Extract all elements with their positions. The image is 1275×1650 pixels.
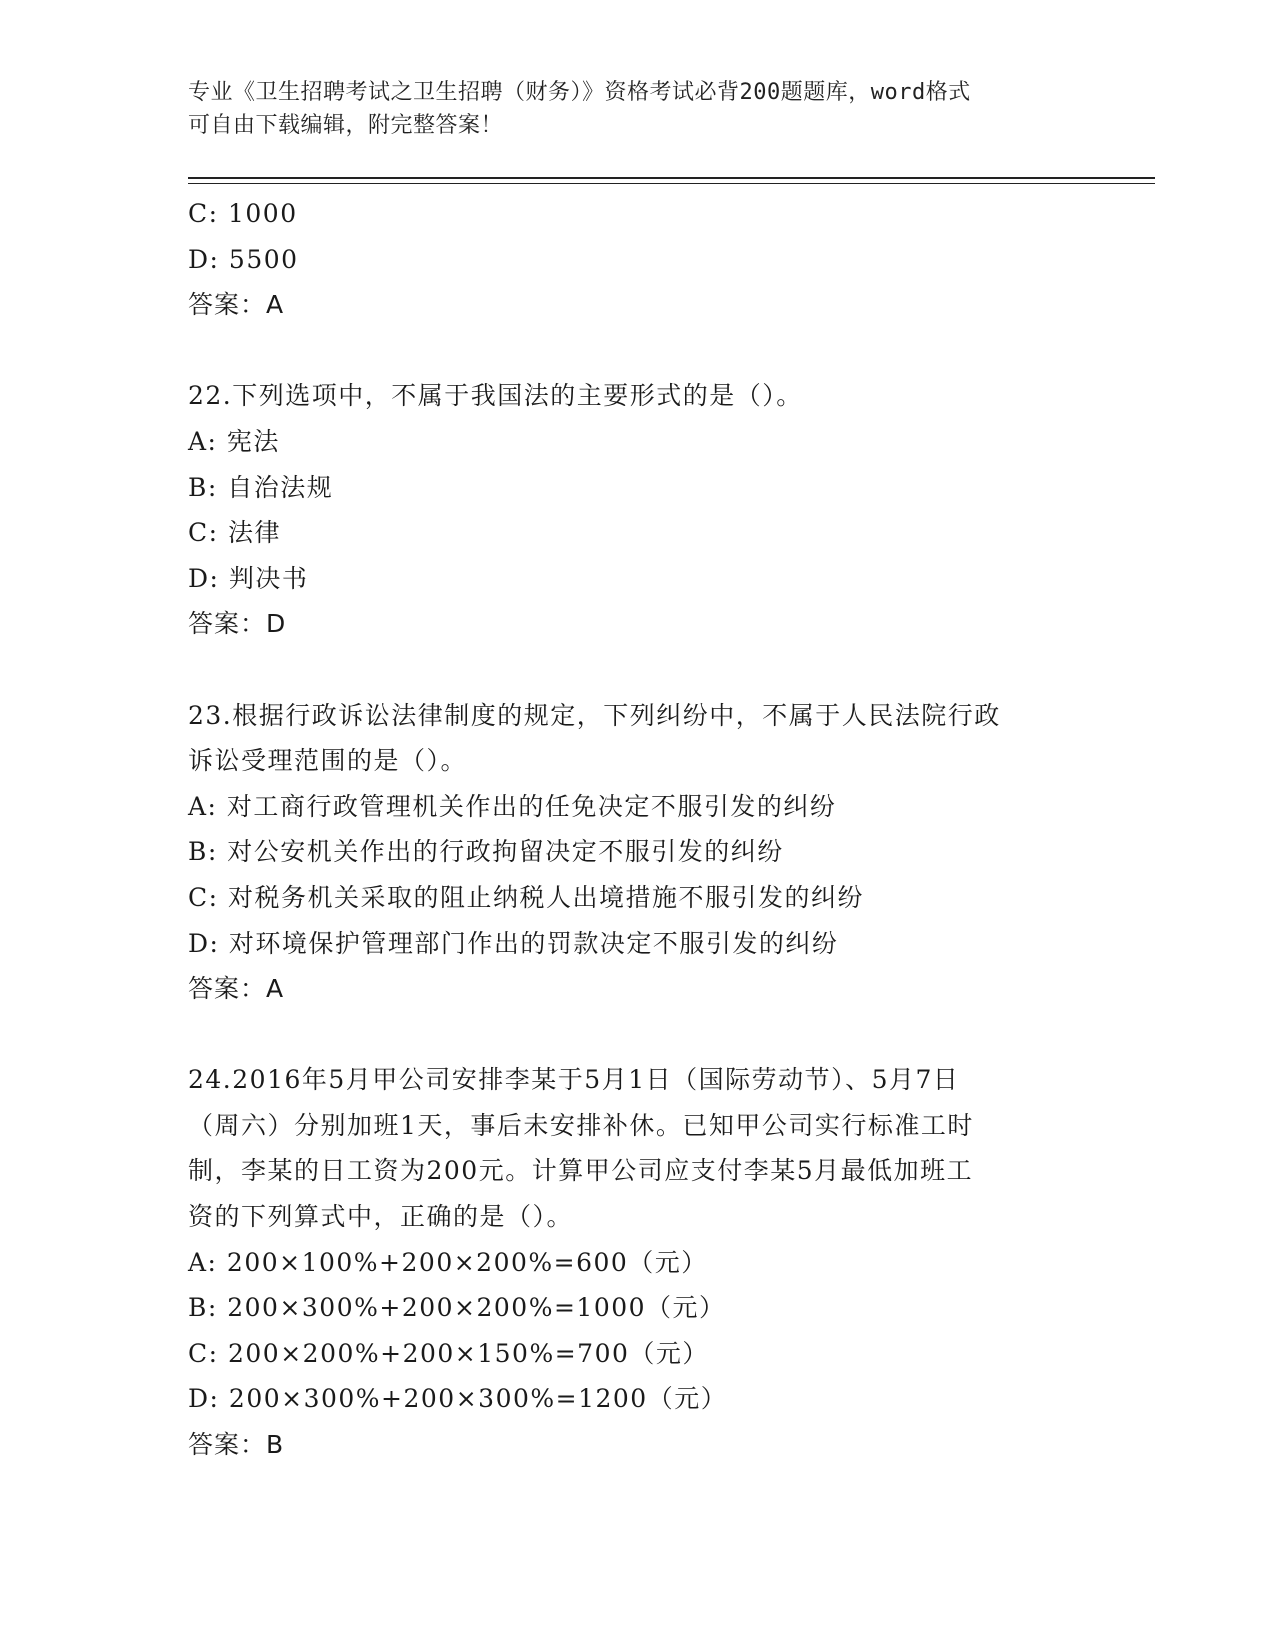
option-b: B: 对公安机关作出的行政拘留决定不服引发的纠纷 bbox=[188, 837, 784, 867]
option-c: C: 1000 bbox=[188, 199, 298, 228]
option-b: B: 200×300%+200×200%=1000（元） bbox=[188, 1293, 726, 1323]
answer-line: 答案：B bbox=[188, 1430, 285, 1460]
question-stem-continued: 资的下列算式中，正确的是（）。 bbox=[188, 1202, 574, 1232]
question-24 bbox=[188, 1057, 1088, 1467]
spacer bbox=[188, 328, 1088, 374]
question-22 bbox=[188, 373, 1088, 647]
question-21-continued bbox=[188, 191, 1088, 328]
option-b: B: 自治法规 bbox=[188, 472, 334, 502]
option-d: D: 5500 bbox=[188, 244, 299, 274]
document-header bbox=[188, 76, 1068, 142]
answer-line: 答案：D bbox=[188, 609, 287, 639]
option-c: C: 200×200%+200×150%=700（元） bbox=[188, 1338, 709, 1368]
question-stem-continued: 制，李某的日工资为200元。计算甲公司应支付李某5月最低加班工 bbox=[188, 1156, 974, 1186]
question-stem: 24.2016年5月甲公司安排李某于5月1日（国际劳动节）、5月7日 bbox=[188, 1065, 960, 1095]
answer-line: 答案：A bbox=[188, 974, 285, 1004]
option-d: D: 对环境保护管理部门作出的罚款决定不服引发的纠纷 bbox=[188, 928, 839, 958]
option-c: C: 法律 bbox=[188, 518, 281, 548]
question-list bbox=[188, 191, 1088, 1468]
header-divider-thin bbox=[188, 183, 1155, 184]
option-a: A: 宪法 bbox=[188, 426, 280, 456]
header-line-2: 可自由下载编辑，附完整答案！ bbox=[188, 113, 504, 138]
option-d: D: 200×300%+200×300%=1200（元） bbox=[188, 1384, 728, 1414]
answer-line: 答案：A bbox=[188, 290, 285, 320]
spacer bbox=[188, 1012, 1088, 1058]
header-divider-thick bbox=[188, 177, 1155, 179]
option-a: A: 200×100%+200×200%=600（元） bbox=[188, 1247, 708, 1277]
question-stem-continued: （周六）分别加班1天，事后未安排补休。已知甲公司实行标准工时 bbox=[188, 1110, 974, 1140]
question-stem: 22.下列选项中，不属于我国法的主要形式的是（）。 bbox=[188, 381, 803, 411]
question-23 bbox=[188, 693, 1088, 1012]
option-a: A: 对工商行政管理机关作出的任免决定不服引发的纠纷 bbox=[188, 791, 837, 821]
question-stem-continued: 诉讼受理范围的是（）。 bbox=[188, 746, 468, 776]
option-c: C: 对税务机关采取的阻止纳税人出境措施不服引发的纠纷 bbox=[188, 882, 865, 912]
spacer bbox=[188, 647, 1088, 693]
option-d: D: 判决书 bbox=[188, 563, 309, 593]
question-stem: 23.根据行政诉讼法律制度的规定，下列纠纷中，不属于人民法院行政 bbox=[188, 700, 1001, 730]
header-line-1: 专业《卫生招聘考试之卫生招聘（财务）》资格考试必背200题题库，word格式 bbox=[188, 80, 971, 105]
